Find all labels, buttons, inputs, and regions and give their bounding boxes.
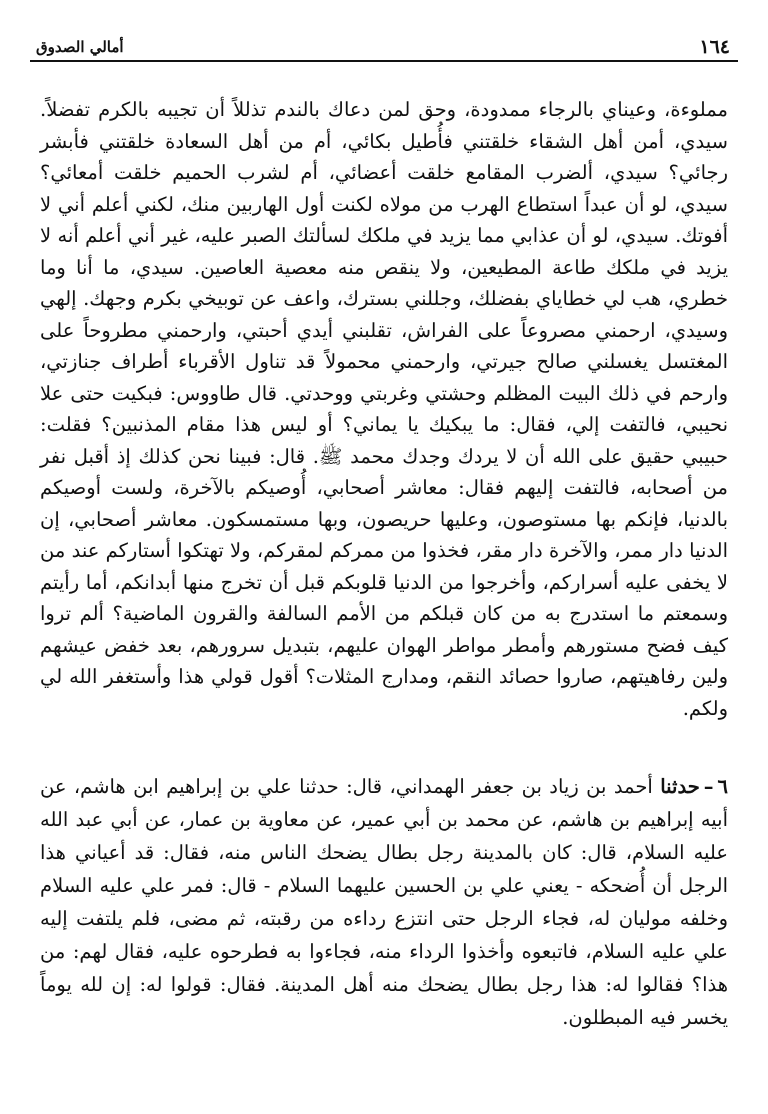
body-paragraph: مملوءة، وعيناي بالرجاء ممدودة، وحق لمن دعاك بالندم تذللاً أن تجيبه بالكرم تفضلاً. سيدي، أمن أهل الشقاء خلقتني فأُطيل بكائي، أم من أهل السعادة خلقتني فأبشر رجائي؟ سيدي، ألضرب المقامع خلقت أعضائي، أم لشرب الحميم خلقت أمعائي؟ سيدي، لو أن عبداً استطاع الهرب من مولاه لكنت أول الهاربين منك، لكني أعلم أني لا أفوتك. سيدي، لو أن عذابي مما يزيد في ملكك لسألتك الصبر عليه، غير أني أعلم أنه لا يزيد في ملكك طاعة المطيعين، ولا ينقص منه معصية العاصين. سيدي، ما أنا وما خطري، هب لي خطاياي بفضلك، وجللني بسترك، واعف عن توبيخي بكرم وجهك. إلهي وسيدي، ارحمني مصروعاً على الفراش، تقلبني أيدي أحبتي، وارحمني مطروحاً على المغتسل يغسلني صالح جيرتي، وارحمني محمولاً قد تناول الأقرباء أطراف جنازتي، وارحم في ذلك البيت المظلم وحشتي وغربتي ووحدتي. قال طاووس: فبكيت حتى علا نحيبي، فالتفت إلي، فقال: ما يبكيك يا يماني؟ أو ليس هذا مقام المذنبين؟ فقلت: حبيبي حقيق على الله أن لا يردك وجدك محمد ﷺ. قال: فبينا نحن كذلك إذ أقبل نفر من أصحابه، فالتفت إليهم فقال: معاشر أصحابي، أُوصيكم بالآخرة، ولست أوصيكم بالدنيا، فإنكم بها مستوصون، وعليها حريصون، وبها مستمسكون. معاشر أصحابي، إن الدنيا دار ممر، والآخرة دار مقر، فخذوا من ممركم لمقركم، ولا تهتكوا أستاركم عند من لا يخفى عليه أسراركم، وأخرجوا من الدنيا قلوبكم قبل أن تخرج منها أبدانكم، أما رأيتم وسمعتم ما استدرج به من كان قبلكم من الأمم السالفة والقرون الماضية؟ ألم تروا كيف فضح مستورهم وأمطر مواطر الهوان عليهم، بتبديل سرورهم، بعد خفض عيشهم ولين رفاهيتهم، صاروا حصائد النقم، ومدارج المثلات؟ أقول قولي هذا وأستغفر الله لي ولكم.	[40, 98, 728, 720]
hadith-intro: حدثنا	[660, 775, 700, 798]
page-header	[30, 34, 738, 62]
hadith-heading	[660, 775, 728, 798]
hadith-dash: –	[703, 775, 714, 798]
book-title: أمالي الصدوق	[36, 38, 124, 56]
hadith-number: ٦	[717, 775, 728, 798]
hadith-text: أحمد بن زياد بن جعفر الهمداني، قال: حدثنا علي بن إبراهيم ابن هاشم، عن أبيه إبراهيم بن هاشم، عن محمد بن أبي عمير، عن معاوية بن عمار، عن أبي عبد الله عليه السلام، قال: كان بالمدينة رجل بطال يضحك الناس منه، فقال: قد أعياني هذا الرجل أن أُضحكه - يعني علي بن الحسين عليهما السلام - قال: فمر علي عليه السلام وخلفه موليان له، فجاء الرجل حتى انتزع رداءه من رقبته، ثم مضى، فلم يلتفت إليه علي عليه السلام، فاتبعوه وأخذوا الرداء منه، فجاءوا به فطرحوه عليه، فقال لهم: من هذا؟ فقالوا له: هذا رجل بطال يضحك منه أهل المدينة. فقال: قولوا له: إن لله يوماً يخسر فيه المبطلون.	[40, 775, 728, 1029]
page-number: ١٦٤	[699, 36, 730, 58]
hadith-paragraph	[40, 770, 728, 1034]
